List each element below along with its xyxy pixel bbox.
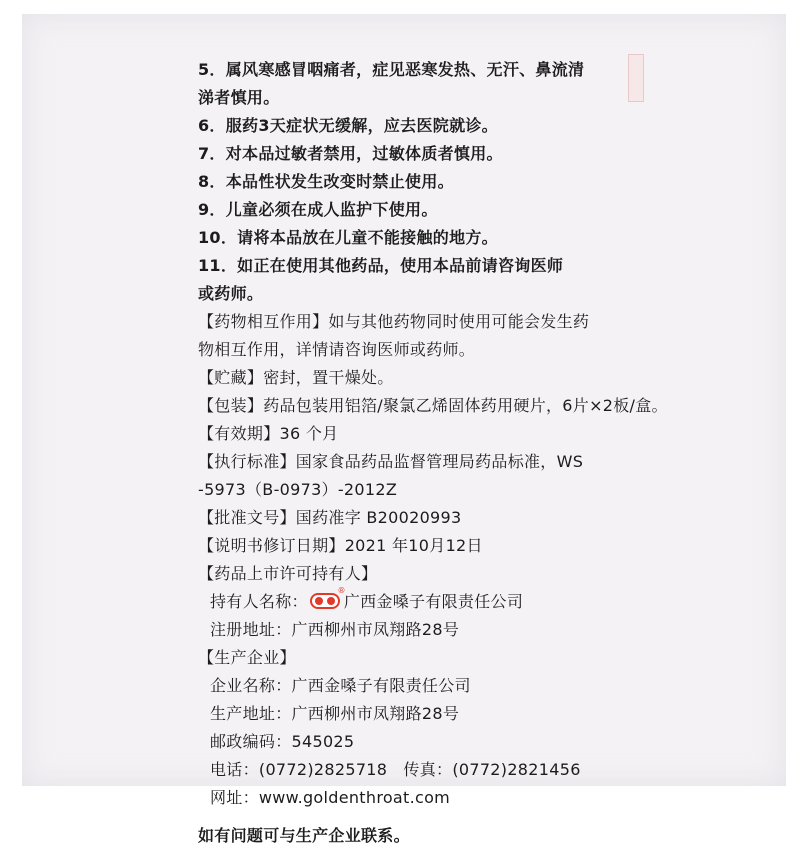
manufacturer-heading: 【生产企业】	[198, 648, 296, 667]
text-line: -5973（B-0973）-2012Z	[198, 480, 398, 499]
text-line: 【贮藏】密封，置干燥处。	[198, 368, 394, 387]
postcode: 邮政编码：545025	[210, 732, 355, 751]
text-line: 9．儿童必须在成人监护下使用。	[198, 200, 438, 219]
golden-throat-logo: ®	[310, 593, 340, 609]
text-line: 【执行标准】国家食品药品监督管理局药品标准，WS	[198, 452, 584, 471]
manufacturer-name: 企业名称：广西金嗓子有限责任公司	[210, 676, 471, 695]
phone-fax: 电话：(0772)2825718 传真：(0772)2821456	[210, 760, 581, 779]
text-line: 5．属风寒感冒咽痛者，症见恶寒发热、无汗、鼻流清	[198, 60, 585, 79]
text-line: 涕者慎用。	[198, 88, 280, 107]
text-line: 【药品上市许可持有人】	[198, 564, 378, 583]
contact-note: 如有问题可与生产企业联系。	[198, 826, 410, 845]
text-line: 【包装】药品包装用铝箔/聚氯乙烯固体药用硬片，6片×2板/盒。	[198, 396, 668, 415]
text-line: 【说明书修订日期】2021 年10月12日	[198, 536, 483, 555]
text-line: 6．服药3天症状无缓解，应去医院就诊。	[198, 116, 498, 135]
text-line: 10．请将本品放在儿童不能接触的地方。	[198, 228, 498, 247]
manufacturer-address: 生产地址：广西柳州市凤翔路28号	[210, 704, 460, 723]
text-line: 11．如正在使用其他药品，使用本品前请咨询医师	[198, 256, 564, 275]
leaflet-page	[22, 14, 786, 845]
text-line: 7．对本品过敏者禁用，过敏体质者慎用。	[198, 144, 503, 163]
text-line: 物相互作用，详情请咨询医师或药师。	[198, 340, 476, 359]
text-line: 或药师。	[198, 284, 264, 303]
leaflet-text	[198, 56, 668, 850]
text-line: 【有效期】36 个月	[198, 424, 339, 443]
website: 网址：www.goldenthroat.com	[210, 788, 451, 807]
text-line: 【批准文号】国药准字 B20020993	[198, 508, 462, 527]
precautions-and-info	[198, 56, 668, 588]
text-line: 8．本品性状发生改变时禁止使用。	[198, 172, 454, 191]
holder-name-value: 广西金嗓子有限责任公司	[343, 592, 524, 611]
holder-address: 注册地址：广西柳州市凤翔路28号	[210, 620, 460, 639]
text-line: 【药物相互作用】如与其他药物同时使用可能会发生药	[198, 312, 590, 331]
holder-name-label: 持有人名称：	[210, 592, 308, 611]
holder-name-line	[198, 585, 638, 616]
